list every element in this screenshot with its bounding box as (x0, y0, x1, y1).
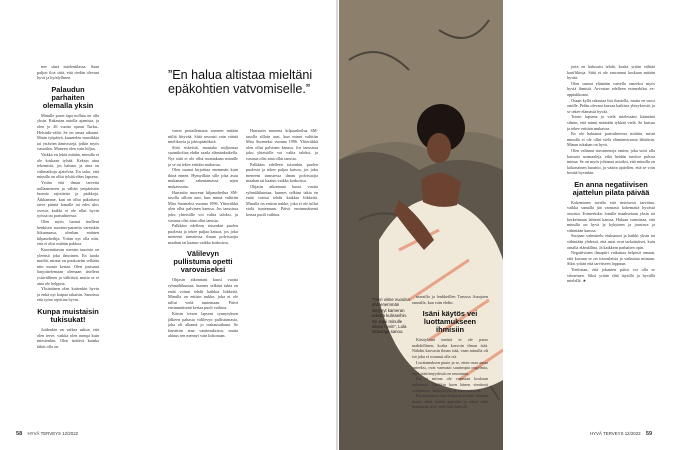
paragraph: Negatiivinen ilmapiiri vaikuttaa helposti omaan, että kuvaan se on toisenlaisia ja vaikuttaa minuun. Siksi yritän että tarvitseen loppuun. (567, 250, 655, 267)
paragraph: Parisuhteessa alan helposti miettiä. Halaan tietää, mitä toinen ajattelee ja tekee sekä muistutan siitä, ettei sille kun ole. (412, 393, 488, 410)
paragraph: Kärsin toisen lapseni synnytyksen jälkeen pahasta välilevyn pullistumasta, joka oli alkanut jo raskausaikana. Se kärsittiin aina vaatimuksissa, mutta ahtaus sen mennyt vain kokonaan. (168, 311, 238, 339)
paragraph: Vaikka en lekiä mitään, minulla ei ole koskaan tylsää. Keksin aina tekemistä, jos haluan, ja aina on välimatkoja ajatelvaa. En usko, että minulla on ollut tylsää eläes lapsena. (37, 151, 99, 180)
paragraph: Palkkäin edelleen toisenkin puolen puolesta ja tekee paljaa katsoa, jos joku meneeni tanssiessa ilman polvisuojia maahan tai kaatuu vaikka korkoissa. (168, 223, 238, 245)
paragraph: Yksinäinen olen kuitenkin hyvin ja enkä nyt kaipaa takaisin. Sanoissa että työni rajoittaa hyvin. (37, 286, 99, 303)
paragraph: Ohjasin aikonnani kuusi vuotta ryhmäliikuntaa, kunnes selkäni takia en enää voinut tehdä kaikkia liikkeitä. Minulla on entisin nukke, joka ei ole tullut vielä tuntemaan. Päivä ensimmäisenä kertaa puoli vaihtoa. (168, 277, 238, 311)
paragraph: Olen saanut elämään varsella omeeksi myös hyviä ihmisiä. Arvostan edelleen esimerkiksi ex-appiukkoani. (567, 80, 655, 97)
paragraph: Luottamuksen puute ja se, etten osaa antaa anteeksi, ovat varmasti suurimpia ongelmia, mitä isättömyydestä on seurannut. (412, 359, 488, 376)
left-column-3 (168, 128, 238, 424)
left-footer (16, 431, 78, 437)
paragraph: varon postailemasta someen mitään niiltä fittyvää. Siitä seuraisi vain vääriä mielikuvia ja johtopäätöksiä. (168, 128, 238, 145)
pull-quote: ”En halua altistaa mieltäni epäkohtien vatvomiselle.” (168, 68, 313, 96)
paragraph: jotta en halusaisi tehdä, koska yritän välttää konfliktoja. Siitä ei ole seurannut koskaan mitään hyvää. (567, 64, 655, 81)
paragraph: Harrastin nuorena kilpaurheilua SM-tasolla silloin aasi, kun minut valittiin Miss Suomeksi vuonna 1996. Ylitertikkä olen ollut palvinen kanssa. Jos tanssissa joku yhteisölle voi valita taloksi, ja vastaus olisi aina ollut tanssia. (168, 189, 238, 223)
photo-caption: ”Olen viime vuosina yhä enemmän siirtynyt kameran edestä kulisseihin. Se sopii minulle oikein hyvin”, Lola Odusoga sanoo. (372, 297, 410, 335)
page-number: 58 (16, 431, 23, 437)
paragraph: Yritän että ilman tarvetta nollaamiseen ja väliän ympäristön luomia rajoitteita ja paikkoja. Äikkamme, kun on ollut pakottava tarve päästä lomalle tai edes ulos ovesta, kaikki ei ole ollut hyvin työssä tai parisuhteessa. (37, 179, 99, 219)
paragraph: Käsityksini meistä ei ole paras mahdollinen, koska kasvoin ilman isää. Nähdin kasvasin ilman isää, vaan minulla oli isä joka ei osannut olla isä. (412, 337, 488, 359)
right-column-2 (567, 64, 655, 424)
left-column-4 (246, 128, 318, 424)
paragraph: Joidenkin on vaikea uskoa, että olen terve, vaikka olen nompi kuin miestenkin. Olen tiettävä kuinka iäkäs olla on. (37, 326, 99, 349)
paragraph: nee siinä mielentilassa. Saan paljon iloa siitä, että riedän olevani hyvä ja hyödyllinen. (37, 64, 99, 81)
paragraph: Kuormittavan stressin tauoista on yleensä joka ilmoinen. En tuoda muiltä, minua on poukotettu selkään niin monta kertaa. Olen joutunut harjoittelemaan olemaan itselleni ystävällinen ja välittävä, mutta se ei aina ole helppoa. (37, 247, 99, 286)
paragraph: En ole haluanut parisuhteessa mitään, mistä minulla ei ole ollut vielä elämänvirrasta lähtöisin. Minun tukahan on hyvä. (567, 131, 655, 148)
magazine-issue: HYVÄ TERVEYS 12/2022 (590, 431, 641, 436)
face (427, 133, 451, 163)
paragraph: Palkkäin edelleen toisenkin puolen puolesta ja tekee paljaa katsoa, jos joku meneeni tanssiessa ilman polvisuojia maahan tai kaatuu vaikka korkoissa. (246, 161, 318, 184)
subheading: Palaudun parhaiten olemalla yksin (42, 84, 94, 110)
magazine-issue: HYVÄ TERVEYS 12/2022 (27, 431, 79, 436)
left-column-2 (103, 64, 165, 424)
paragraph: Ohjasin aikonnani kuusi vuotta ryhmäliikuntaa, kunnes selkäni takia en enää voinut tehdä kaikkia liikkeitä. Minulla on entisin nukke, joka ei ole tullut vielä tuntemaan. Päivä ensimmäisenä kertaa puoli vaihtoa. (246, 183, 318, 217)
photo-credit (339, 294, 351, 434)
paragraph: Olen valinnut travaarenoja omien, joka voisi olla karsasti normaaleja, eikä heidän tarvitse palvoa minua. Se on myös johtanut asioiksi, että minulla on kokonainen huomio, ja väärin ajatellen, että se voin kestää hyvinkin. (567, 147, 655, 176)
left-column-1 (37, 64, 99, 424)
paragraph: Minulle paras tapa nollata on olla yksin. Rakastan autolla ajamista, ja olen jo 26 vuotta ajanut Turku–Helsinki-väliä. Se on omaa aikaani. Matin työpäivä, kuuntelen musiikkia tai ystävien äänivistejä, jotkin myös vastailen. Moneen olen vain hiljaa. (37, 112, 99, 152)
paragraph: Olen myös luonut itselleni henkisen suoritus-paineita varsinkin liikunnassa, olenhan entinen kilpaurheilija. Yritän nyt olla niin, että ei olisi mitään pakkoa. (37, 219, 99, 247)
shoulders (421, 173, 461, 207)
paragraph: Olen saanut kirjoittaa enemmän kuin ikinä ennen. Hymyilkön sille joka asuu mukanani rakentamassa arjen mukavuutta. (168, 167, 238, 189)
paragraph: Kokeminen tavalla että tietoisesti tarvittua, vaikka samalla jää varmasti kokemattä hyvästä asioista. Esimerkiksi lomille maaksetaan yksin tai korkeimaan lahtenä kanssa. Haluan varmistaa, että minulla on hyvä ja kykyinen ja joustava ja vähintään kanssa. (567, 199, 655, 233)
subheading: Välilevyn pullistuma opetti varovaiseksi (173, 249, 233, 275)
page-number: 59 (645, 431, 653, 437)
paragraph: maratlla ja lenkkeillen Turussa Aurajoen rannalla, kun vain ehdin. (412, 294, 488, 305)
subheading: Isäni käytös vei luottamukseen ihmisiin (422, 309, 478, 335)
paragraph: Harrastin nuorena kilpaurheilua SM-tasolla silloin aasi, kun minut valittiin Miss Suomeksi vuonna 1996. Ylitertikkä olen ollut palvinen kanssa. Jos tanssissa joku yhteisölle voi valita taloksi, ja vastaus olisi aina ollut tanssia. (246, 128, 318, 161)
right-footer (590, 431, 652, 437)
subheading: Kunpa muistaisin tukisukat! (37, 306, 99, 324)
paragraph: Tiedostan, että jokainen päivä voi olla se viimeinen. Siksi yritän elää täysillä ja hyvällä mielellä. ★ (567, 267, 655, 284)
page-gutter (336, 0, 338, 450)
right-column-1 (412, 294, 488, 424)
paragraph: Siitä riskeistä, montako miljoonaa suomikoltaa ehdin saada elämänkaikella. Nyt siitä ei ole ollut moniakaan minulle ja se on tekee erittäin mukavaa. (168, 144, 238, 167)
paragraph: Osaan kyllä rakastaa lisä ihastella, mutta en suosi omille. Pidän olevani kasvaa kaikista yhteyksestä, ja se tekee elämästä hyvää. (567, 97, 655, 114)
paragraph: Isä ei minua ole varmaan koskaan kohannut. Vieläkin koen hänen viestinsä sydämesen, käskytetynä ja suomimisena. (412, 376, 488, 393)
subheading: En anna negatiivisen ajattelun pilata päivää (572, 179, 650, 197)
paragraph: Toisin lapsena ja vielä mielessäni kääntänä silmin, että minut määrään tykkää vielä. Se kutsuu ja tekee erittäin mukavaa. (567, 114, 655, 131)
photo-credit-text: Maskeeraus: Olly Kamasaksa; Vaatteet: Marimekko, Peri Terra (339, 339, 343, 434)
paragraph: Suojaan valmistelu etukunnot ja kaikki yksin tai vähintään yhdessä, että asiat ovat tarkoitukset, kuin omalla elämälläni. Ja kaikkein parhaiten opin. (567, 233, 655, 250)
